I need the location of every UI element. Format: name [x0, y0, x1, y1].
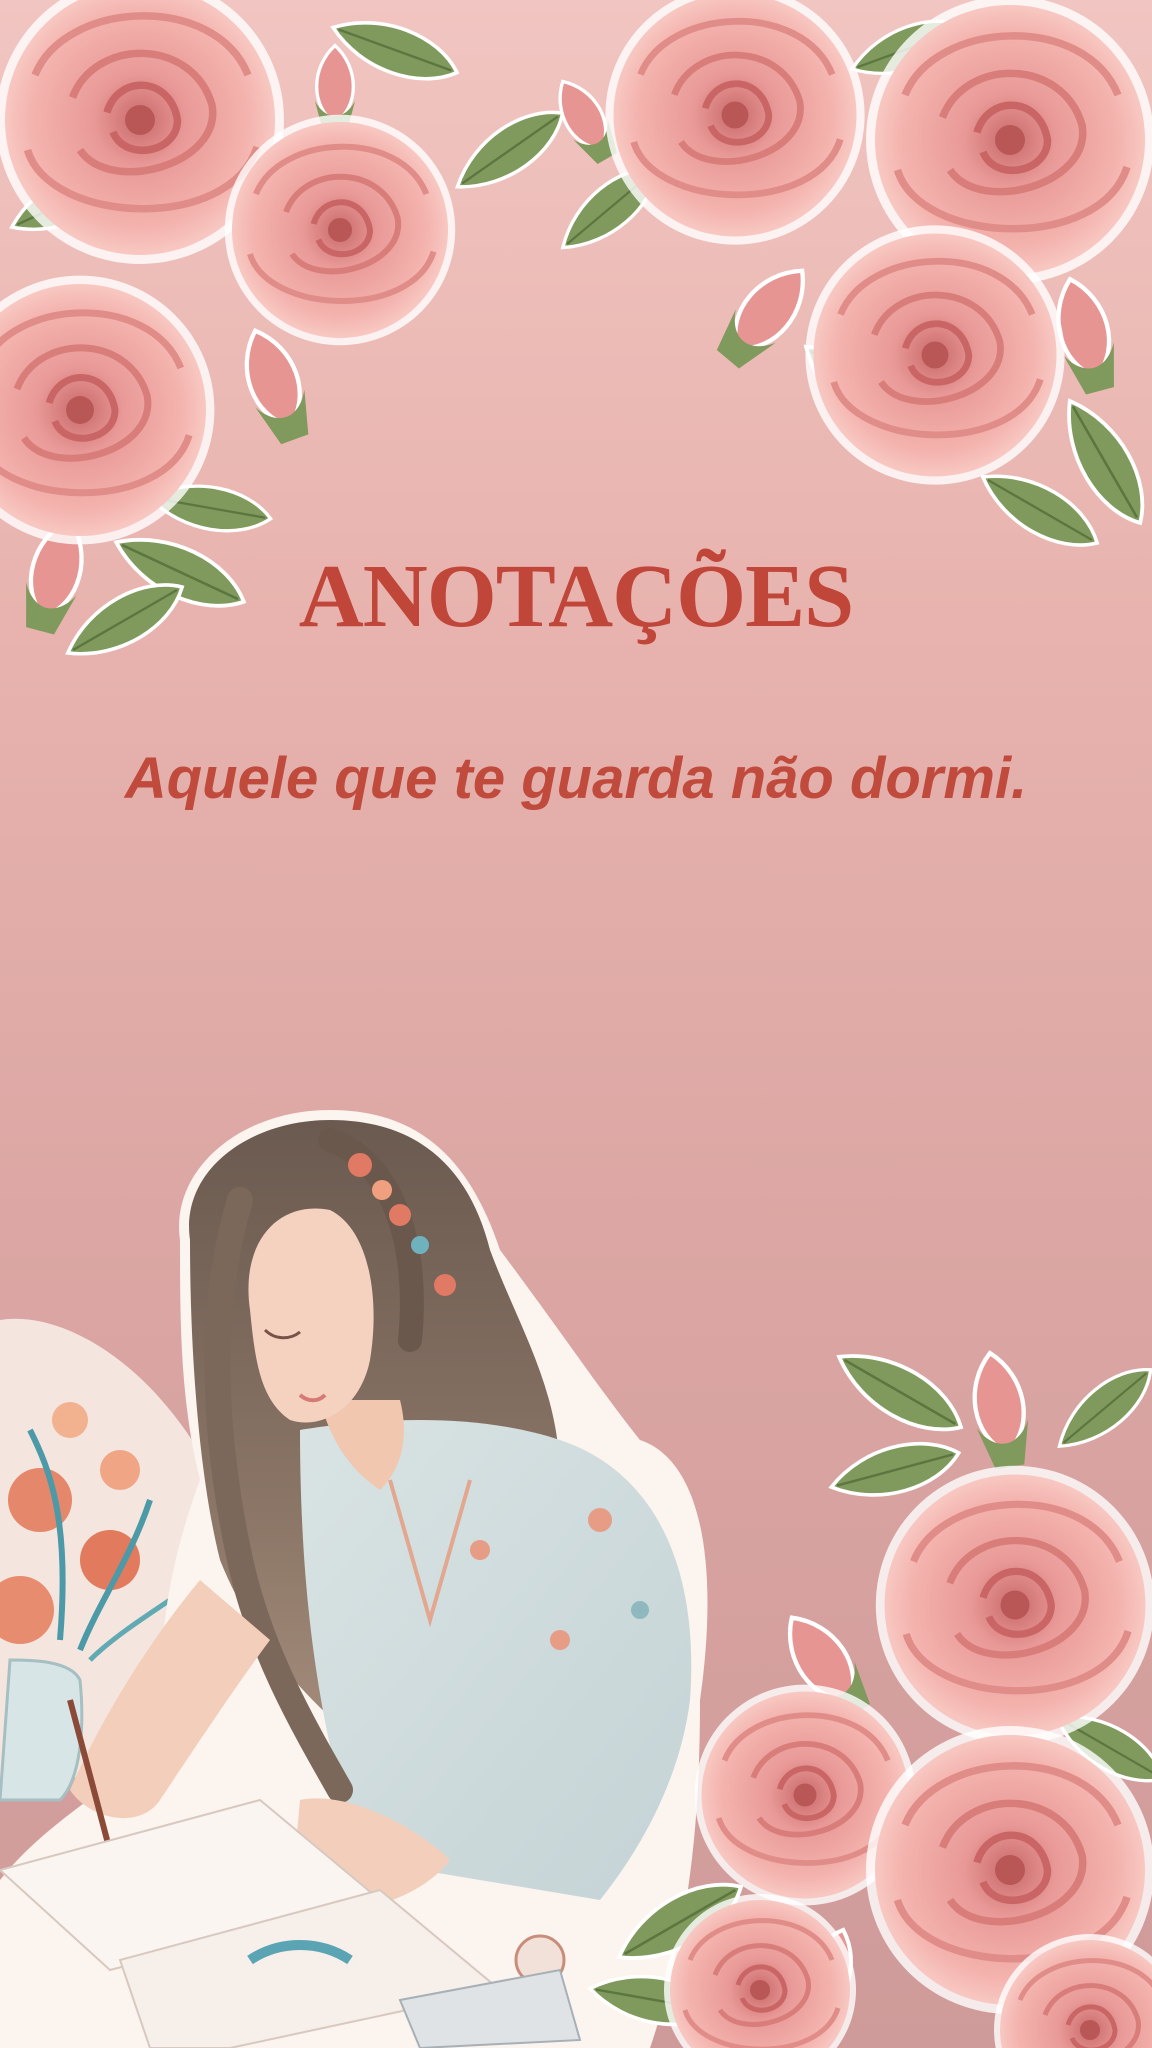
woman-writing-illustration: [0, 1110, 708, 2048]
verse-text: Aquele que te guarda não dormi.: [124, 746, 1028, 811]
page-title: ANOTAÇÕES: [298, 547, 854, 646]
rose-cluster-top-right: [545, 0, 1152, 562]
